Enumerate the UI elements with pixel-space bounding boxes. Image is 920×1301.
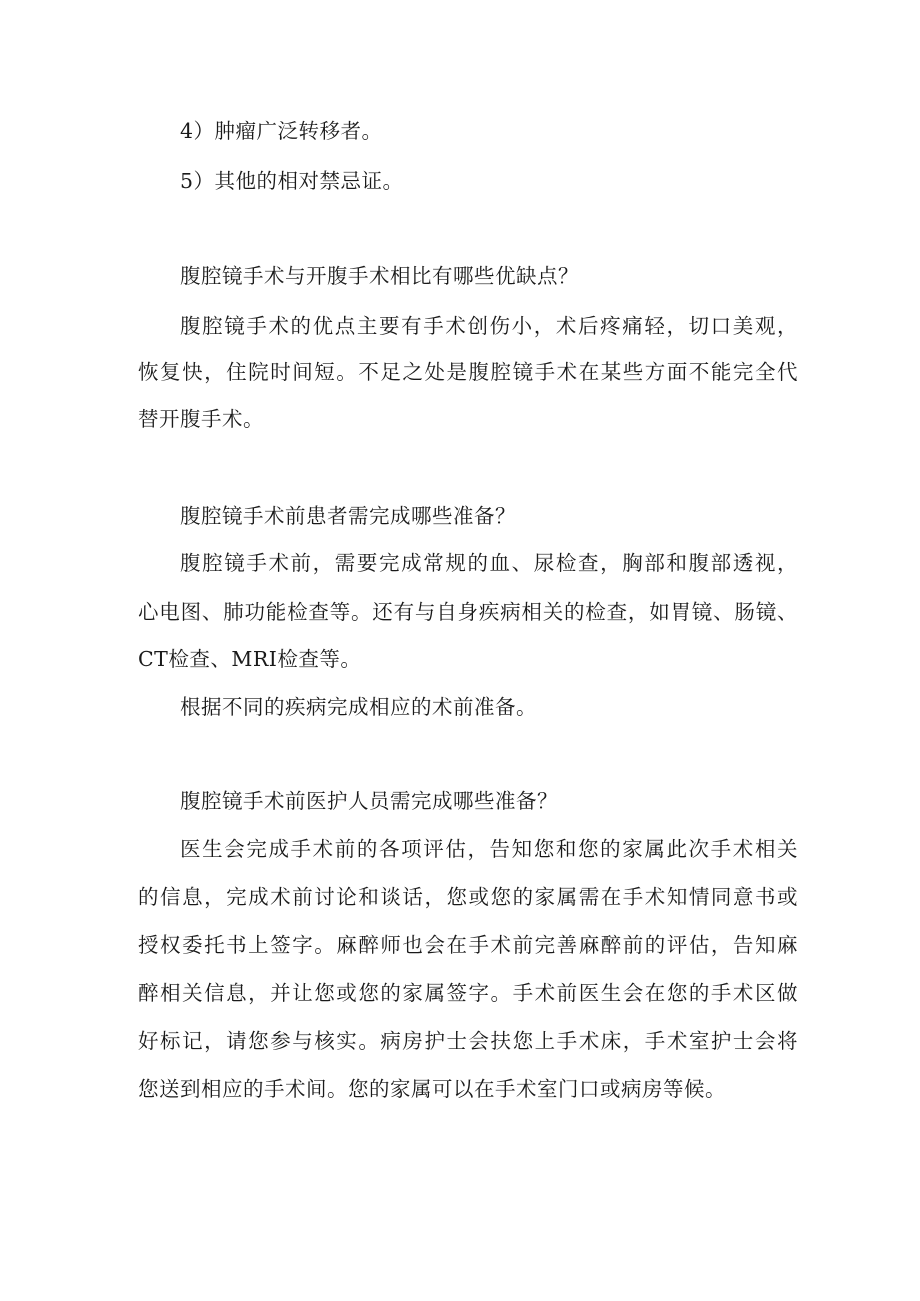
paragraph-line: 腹腔镜手术前，需要完成常规的血、尿检查，胸部和腹部透视，: [180, 551, 798, 575]
paragraph-line: 心电图、肺功能检查等。还有与自身疾病相关的检查，如胃镜、肠镜、: [138, 600, 798, 624]
paragraph-line: 好标记，请您参与核实。病房护士会扶您上手术床，手术室护士会将: [138, 1029, 798, 1053]
paragraph-line: 您送到相应的手术间。您的家属可以在手术室门口或病房等候。: [138, 1077, 726, 1101]
paragraph-line: 医生会完成手术前的各项评估，告知您和您的家属此次手术相关: [180, 837, 798, 861]
paragraph-line: 醉相关信息，并让您或您的家属签字。手术前医生会在您的手术区做: [138, 981, 798, 1005]
paragraph-line: 恢复快，住院时间短。不足之处是腹腔镜手术在某些方面不能完全代: [138, 360, 798, 384]
paragraph-line: 授权委托书上签字。麻醉师也会在手术前完善麻醉前的评估，告知麻: [138, 933, 798, 957]
list-item-5: 5）其他的相对禁忌证。: [180, 169, 404, 193]
paragraph-line: 根据不同的疾病完成相应的术前准备。: [180, 695, 537, 719]
paragraph-line: CT检查、MRI检查等。: [138, 647, 362, 671]
paragraph-line: 的信息，完成术前讨论和谈话，您或您的家属需在手术知情同意书或: [138, 885, 798, 909]
section-heading-patient-prep: 腹腔镜手术前患者需完成哪些准备？: [180, 504, 516, 528]
paragraph-line: 替开腹手术。: [138, 407, 264, 431]
paragraph-line: 腹腔镜手术的优点主要有手术创伤小，术后疼痛轻，切口美观，: [180, 314, 798, 338]
list-item-4: 4）肿瘤广泛转移者。: [180, 119, 383, 143]
section-heading-pros-cons: 腹腔镜手术与开腹手术相比有哪些优缺点？: [180, 264, 579, 288]
section-heading-staff-prep: 腹腔镜手术前医护人员需完成哪些准备？: [180, 789, 558, 813]
